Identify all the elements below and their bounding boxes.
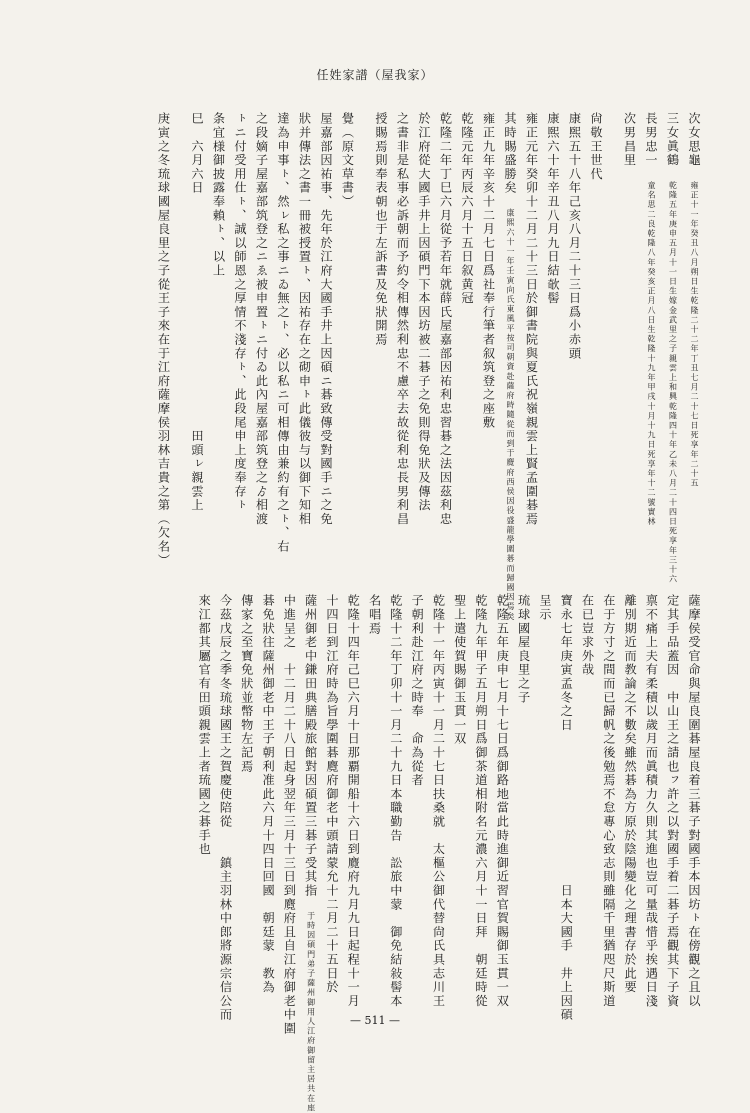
column-text: 定其手品蓋因 中山王之請也ㇷ許之以對國手着二碁子焉觀其下子資 bbox=[665, 594, 680, 1008]
column-text: 寶永七年庚寅孟冬之日 日本大國手 井上因碩 bbox=[559, 594, 574, 1022]
upper-text-column bbox=[289, 112, 311, 564]
upper-text-column bbox=[366, 112, 388, 564]
lower-text-column bbox=[210, 594, 233, 1022]
column-text: 傳家之至寶免狀並幣物左記焉 bbox=[239, 594, 254, 774]
column-text: 之書非是私事必訴朝而予約令相傳然利忠不慮卒去故從利忠長男利昌 bbox=[395, 112, 410, 526]
column-text: 之段嫡子屋嘉部筑登之ニゑ被申置ㇳニ付ゐ此內屋嘉部筑登之ゟ相渡 bbox=[254, 112, 269, 526]
lower-text-column bbox=[381, 594, 403, 1008]
column-text: 琉球國屋良里之子 bbox=[516, 594, 531, 705]
upper-text-column bbox=[182, 112, 204, 564]
lower-text-column bbox=[530, 594, 551, 1004]
lower-text-column bbox=[487, 594, 510, 1008]
upper-text-column bbox=[332, 112, 354, 564]
upper-text-column bbox=[246, 112, 268, 564]
column-text: 乾隆五年庚申七月十七日爲御路地當此時進御近習官賀賜御玉貫一双 bbox=[495, 594, 510, 1008]
column-annotation: 乾隆五年庚申五月十一日生嫁金武里之子親雲上和興乾隆四十年乙未八月二十四日死享年三十六 bbox=[668, 181, 678, 585]
column-text: 乾隆十四年己巳六月十日那覇開船十六日到麑府九月九日起程十一月 bbox=[346, 594, 361, 1008]
column-text: 禀不痛上夫有柔積以歲月而眞積力久則其進也豈可量哉惜乎挨遇日淺 bbox=[644, 594, 659, 1008]
column-text: 次男昌里 bbox=[622, 112, 637, 168]
lower-text-column bbox=[657, 594, 680, 1008]
lower-text-column bbox=[253, 594, 274, 1004]
column-text: 条宜様御披露奉賴ㇳ、以上 bbox=[211, 112, 226, 278]
column-text: 十四日到江府時為旨學圍碁麑府御老中頭請蒙允十二月二十五日於 bbox=[324, 594, 339, 995]
column-text: ㇳニ付受用仕ㇳ、誠以師恩之厚情不淺存ㇳ、此段尾申上度奉存ㇳ bbox=[233, 112, 247, 513]
lower-text-column bbox=[508, 594, 529, 1004]
upper-text-column bbox=[268, 112, 290, 564]
upper-text-column bbox=[452, 112, 474, 564]
column-text: 乾隆十一年丙寅十一月二十七日扶桑就 太樞公御代替尙氏具志川王 bbox=[431, 594, 446, 1008]
lower-text-column bbox=[423, 594, 446, 1008]
column-text: 碁免狀往薩州御老中王子朝利准此六月十四日回國 朝廷蒙 教為 bbox=[261, 594, 276, 995]
column-text: 薩州御老中鎌田典膳殿旅館對因碩置三碁子受其指 bbox=[303, 594, 318, 912]
column-text: 中進呈之 十二月二十八日起身翌年三月十三日到麑府且自江府御老中圍 bbox=[282, 594, 297, 1036]
column-text: 達為申事ㇳ、然ㇾ私之事ニゐ無之ㇳ、必以私ニ可相傳由兼約有之ㇳ、右 bbox=[276, 112, 290, 554]
lower-text-column bbox=[338, 594, 361, 1008]
upper-text-column bbox=[657, 112, 680, 585]
page-header: 任姓家譜（屋我家） bbox=[316, 68, 434, 82]
lower-text-column bbox=[189, 594, 210, 1004]
column-text: 在已豈求外哉 bbox=[580, 594, 595, 677]
upper-text-column bbox=[430, 112, 452, 564]
column-text: 尙敬王世代 bbox=[589, 112, 603, 181]
upper-text-column bbox=[409, 112, 431, 564]
column-annotation: 雍正十一年癸丑八月朔日生乾隆二十二年丁丑七月二十七日死享年二十五 bbox=[690, 181, 699, 489]
lower-text-column bbox=[295, 594, 318, 1113]
column-text: 來江都其屬官有田頭親雲上者琉國之碁手也 bbox=[197, 594, 212, 857]
column-text: 庚寅之冬琉球國屋良里之子從王子來在于江府薩摩侯羽林吉貴之第（欠名） bbox=[156, 112, 171, 568]
lower-text-column bbox=[615, 594, 636, 1004]
upper-text-column bbox=[311, 112, 333, 564]
column-text: 名唱焉 bbox=[367, 594, 382, 636]
column-text: 乾隆二年丁巳六月從予若年就薛氏屋嘉部因祐利忠習碁之法因茲利忠 bbox=[438, 112, 453, 526]
upper-text-column bbox=[602, 112, 614, 564]
upper-text-column bbox=[225, 112, 247, 564]
upper-text-column bbox=[559, 112, 581, 564]
column-text: 今茲戊辰之季冬琉球國王之賀慶使陪從 鎮主羽林中郎將源宗信公而 bbox=[218, 594, 233, 1022]
column-annotation: 康煕六十一年壬寅向氏東風平按司朝資赴薩府時隨從而到于麑府西侯因役盛龍學圍碁而歸國因焉矣 bbox=[506, 208, 515, 622]
upper-text-column bbox=[636, 112, 658, 564]
column-annotation: 于時因碩門弟子薩州御用人江府御留主居共在座 bbox=[306, 911, 316, 1113]
column-text: 於江府從大國手井上因碩門下本因坊被二碁子之免則得免狀及傳法 bbox=[417, 112, 431, 513]
column-text: 雍正元年癸卯十二月二十三日於御書院與夏氏祝嶺親雲上賢孟圍碁焉 bbox=[524, 112, 539, 526]
lower-text-column bbox=[466, 594, 489, 1008]
upper-text-column bbox=[679, 112, 701, 564]
lower-text-column bbox=[594, 594, 616, 1008]
column-annotation: 童名思二良乾隆八年癸亥正月八日生乾隆十九年甲戌十月十九日死享年十二號實林 bbox=[647, 181, 656, 527]
lower-text-column bbox=[274, 594, 297, 1036]
lower-text-column bbox=[231, 594, 252, 1004]
lower-text-column bbox=[359, 594, 380, 1004]
lower-text-column bbox=[551, 594, 574, 1022]
lower-text-column bbox=[636, 594, 659, 1008]
lower-text-column bbox=[444, 594, 465, 1004]
column-text: 乾隆元年丙辰六月十五日叙黄冠 bbox=[460, 112, 474, 306]
upper-text-column bbox=[354, 112, 366, 564]
column-text: 離別期近而教論之不數矣雖然碁為方原於陰陽變化之理書存於此要 bbox=[623, 594, 638, 995]
column-text: 覺（原文草書） bbox=[340, 112, 355, 209]
column-text: 授賜焉則奉表朝也于左訴書及免狀開焉 bbox=[374, 112, 388, 347]
lower-text-column bbox=[572, 594, 593, 1004]
column-text: 薩摩侯受官命與屋良圍碁屋良着三碁子對國手本因坊ㇳ在傍觀之且以 bbox=[687, 594, 701, 1008]
column-text: 康煕五十八年己亥八月二十三日爲小赤頭 bbox=[567, 112, 582, 361]
upper-text-column bbox=[538, 112, 560, 564]
upper-text-column bbox=[581, 112, 603, 564]
upper-text-column bbox=[203, 112, 225, 564]
column-text: 屋嘉部因祐事、先年於江府大國手井上因碩ニ碁致傳受對國手ニ之免 bbox=[319, 112, 333, 526]
lower-text-column bbox=[402, 594, 423, 1004]
column-text: 乾隆九年甲子五月朔日爲御茶道相附名元濃六月十一日拜 朝廷時從 bbox=[474, 594, 489, 1008]
column-text: 聖上遣使賀賜御玉貫一双 bbox=[452, 594, 467, 746]
upper-text-column bbox=[473, 112, 495, 564]
column-text: 乾隆十二年丁卯十一月二十九日本職勤告 訟旅中蒙 御免結敍髻本 bbox=[388, 594, 403, 1008]
column-text: 狀并傳法之書一冊被授置ㇳ、因祐存在之砌申ㇳ此儀彼与以御下知相 bbox=[297, 112, 312, 526]
lower-text-column bbox=[317, 594, 338, 1004]
column-text: 其時賜盛勝矣 bbox=[503, 112, 517, 209]
upper-text-column bbox=[387, 112, 409, 564]
upper-text-column bbox=[495, 112, 517, 622]
column-text: 呈示 bbox=[537, 594, 552, 622]
upper-text-column bbox=[170, 112, 182, 564]
upper-text-column bbox=[148, 112, 171, 568]
page-number: — 511 — bbox=[350, 1014, 400, 1027]
upper-text-column bbox=[614, 112, 636, 564]
column-text: 巳 六月六日 田頭ㇾ親雲上 bbox=[190, 112, 204, 513]
lower-text-column bbox=[679, 594, 701, 1008]
column-text: 三女眞鶴 bbox=[665, 112, 680, 181]
column-text: 次女思龜 bbox=[687, 112, 701, 181]
column-text: 長男忠一 bbox=[644, 112, 658, 181]
column-text: 子朝利赴江府之時奉 命為從者 bbox=[410, 594, 425, 788]
column-text: 康煕六十年辛丑八月九日結欹髻 bbox=[546, 112, 560, 306]
column-text: 雍正九年辛亥十二月七日爲社奉行筆者叙筑登之座敷 bbox=[481, 112, 496, 430]
upper-text-column bbox=[516, 112, 538, 564]
column-text: 在于方寸之間而已歸帆之後勉焉不怠專心致志則雖隔千里猶咫尺斯道 bbox=[601, 594, 616, 1008]
